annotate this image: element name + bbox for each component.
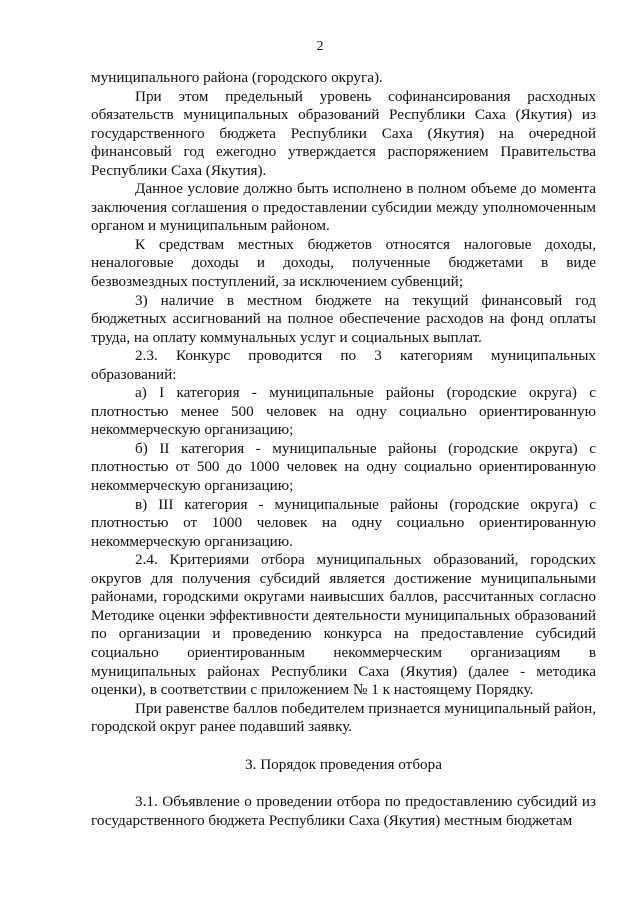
- paragraph-condition: Данное условие должно быть исполнено в полном объеме до момента заключения соглашения о предоставлении субсидии между уполномоченным органом и муниципальным районом.: [91, 180, 596, 235]
- paragraph-3-1: 3.1. Объявление о проведении отбора по предоставлению субсидий из государственного бюджета Республики Саха (Якутия) местным бюджетам: [91, 793, 596, 829]
- paragraph-item-3: 3) наличие в местном бюджете на текущий финансовый год бюджетных ассигнований на полное обеспечение расходов на фонд оплаты труда, на оплату коммунальных услуг и социальных выплат.: [91, 291, 596, 346]
- document-body: [91, 69, 596, 830]
- paragraph-local-budget-funds: К средствам местных бюджетов относятся налоговые доходы, неналоговые доходы и доходы, полученные бюджетами в виде безвозмездных поступлений, за исключением субвенций;: [91, 235, 596, 291]
- paragraph-continuation: муниципального района (городского округа).: [91, 69, 383, 86]
- paragraph-category-3: в) III категория - муниципальные районы (городские округа) с плотностью от 1000 человек на одну социально ориентированную некоммерческую организацию.: [91, 495, 596, 550]
- paragraph-category-2: б) II категория - муниципальные районы (городские округа) с плотностью от 500 до 1000 человек на одну социально ориентированную некоммерческую организацию;: [91, 439, 596, 495]
- paragraph-2-3: 2.3. Конкурс проводится по 3 категориям муниципальных образований:: [91, 347, 596, 383]
- paragraph-equal-scores: При равенстве баллов победителем признается муниципальный район, городской округ ранее подавший заявку.: [91, 699, 596, 736]
- page-number: 2: [316, 39, 324, 54]
- section-heading: 3. Порядок проведения отбора: [245, 755, 442, 773]
- paragraph-2-4: 2.4. Критериями отбора муниципальных образований, городских округов для получения субсидий является достижение муниципальными районами, городскими округами наивысших баллов, рассчитанных согласно Методике оценки эффективности деятельности муниципальных образований по организации и проведению конкурса на предоставление субсидий социально ориентированным некоммерческим организациям в муниципальных районах Республики Саха (Якутия) (далее - методика оценки), в соответствии с приложением № 1 к настоящему Порядку.: [91, 551, 596, 699]
- paragraph-cofinancing-level: При этом предельный уровень софинансирования расходных обязательств муниципальных образований Республики Саха (Якутия) из государственного бюджета Республики Саха (Якутия) на очередной финансовый год ежегодно утверждается распоряжением Правительства Республики Саха (Якутия).: [91, 87, 596, 179]
- paragraph-category-1: а) I категория - муниципальные районы (городские округа) с плотностью менее 500 человек на одну социально ориентированную некоммерческую организацию;: [91, 384, 596, 439]
